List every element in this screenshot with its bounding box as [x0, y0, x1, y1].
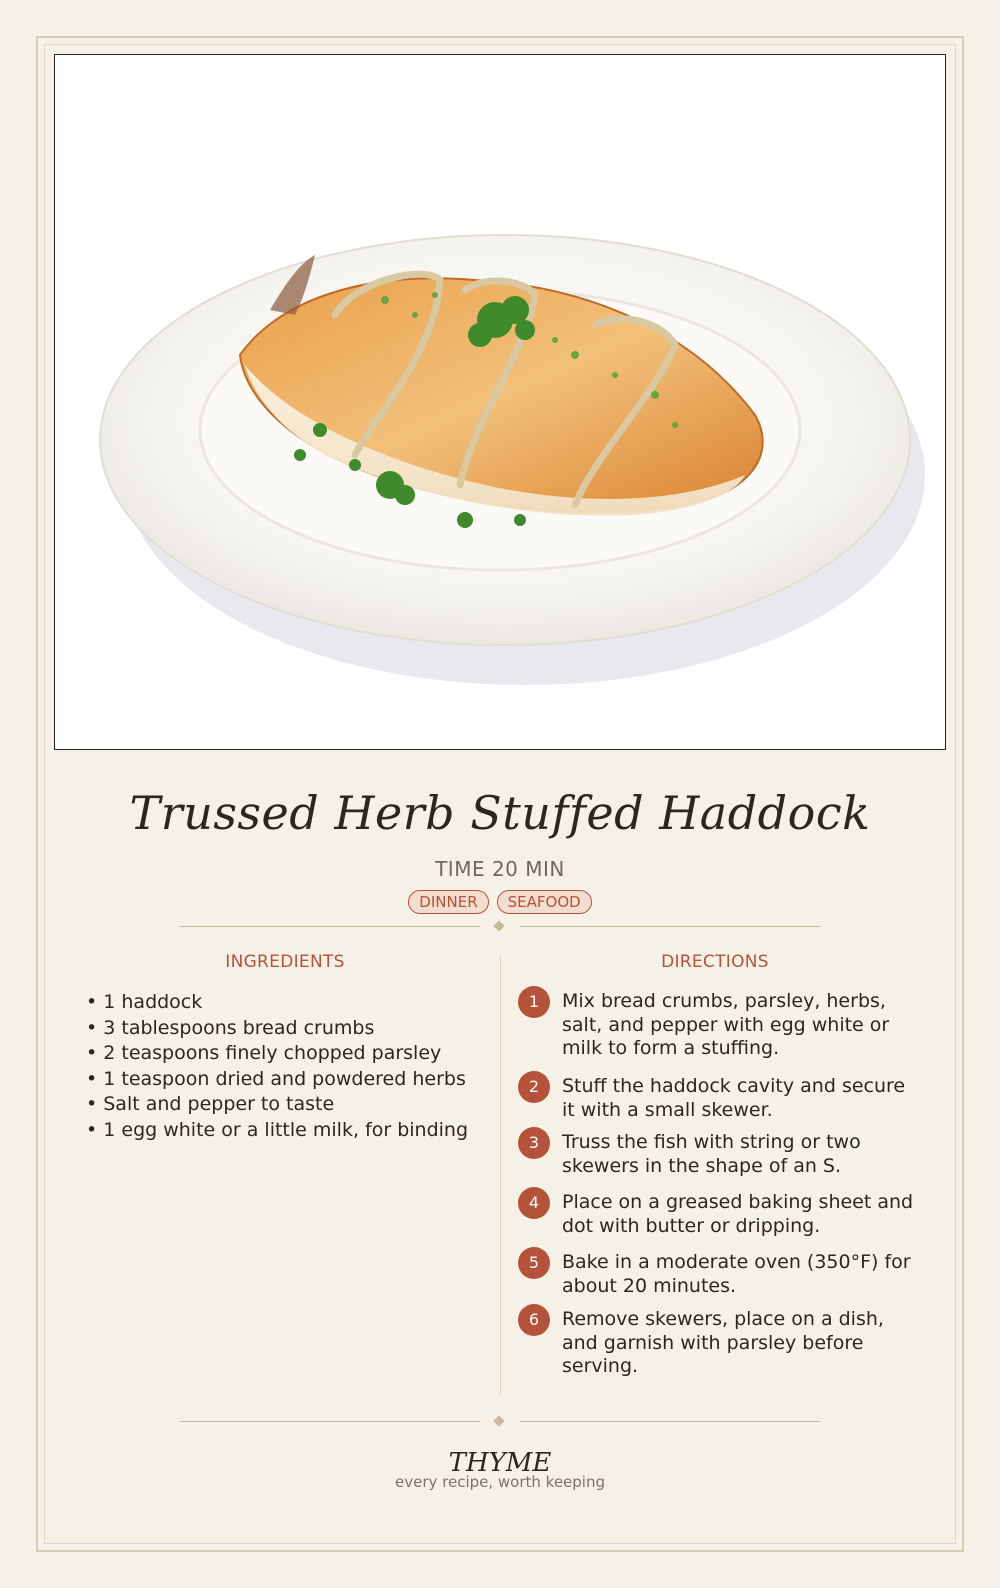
ingredient-item: • Salt and pepper to taste: [86, 1092, 486, 1118]
step-text: Place on a greased baking sheet and dot with butter or dripping.: [562, 1191, 914, 1237]
step-number-badge: 1: [518, 986, 550, 1018]
step-number-badge: 6: [518, 1304, 550, 1336]
step-text: Truss the fish with string or two skewers in the shape of an S.: [562, 1131, 861, 1177]
step-number-badge: 3: [518, 1127, 550, 1159]
divider-diamond-icon: [493, 1415, 504, 1426]
cook-time: TIME 20 MIN: [435, 857, 565, 881]
step-text: Bake in a moderate oven (350°F) for about 20 minutes.: [562, 1251, 911, 1297]
directions-heading: DIRECTIONS: [661, 952, 769, 972]
ingredient-item: • 3 tablespoons bread crumbs: [86, 1016, 486, 1042]
step-number-badge: 2: [518, 1071, 550, 1103]
top-divider: [180, 920, 820, 934]
column-separator: [500, 955, 501, 1395]
tag-list: [0, 890, 1000, 914]
ingredient-item: • 1 haddock: [86, 990, 486, 1016]
tag-seafood[interactable]: SEAFOOD: [497, 890, 592, 914]
ingredient-item: • 2 teaspoons finely chopped parsley: [86, 1041, 486, 1067]
ingredient-item: • 1 egg white or a little milk, for binding: [86, 1118, 486, 1144]
ingredients-heading: INGREDIENTS: [225, 952, 345, 972]
brand-logo: THYME: [448, 1448, 552, 1478]
step-text: Mix bread crumbs, parsley, herbs, salt, and pepper with egg white or milk to form a stuffing.: [562, 990, 890, 1059]
ingredients-list: [86, 990, 486, 1143]
bottom-divider: [180, 1415, 820, 1429]
brand-tagline: every recipe, worth keeping: [394, 1473, 605, 1491]
step-text: Remove skewers, place on a dish, and garnish with parsley before serving.: [562, 1308, 884, 1377]
tag-dinner[interactable]: DINNER: [408, 890, 488, 914]
recipe-title: Trussed Herb Stuffed Haddock: [129, 786, 871, 840]
divider-diamond-icon: [493, 920, 504, 931]
dish-illustration: [54, 54, 946, 750]
step-text: Stuff the haddock cavity and secure it with a small skewer.: [562, 1075, 906, 1121]
step-number-badge: 4: [518, 1187, 550, 1219]
ingredient-item: • 1 teaspoon dried and powdered herbs: [86, 1067, 486, 1093]
step-number-badge: 5: [518, 1247, 550, 1279]
